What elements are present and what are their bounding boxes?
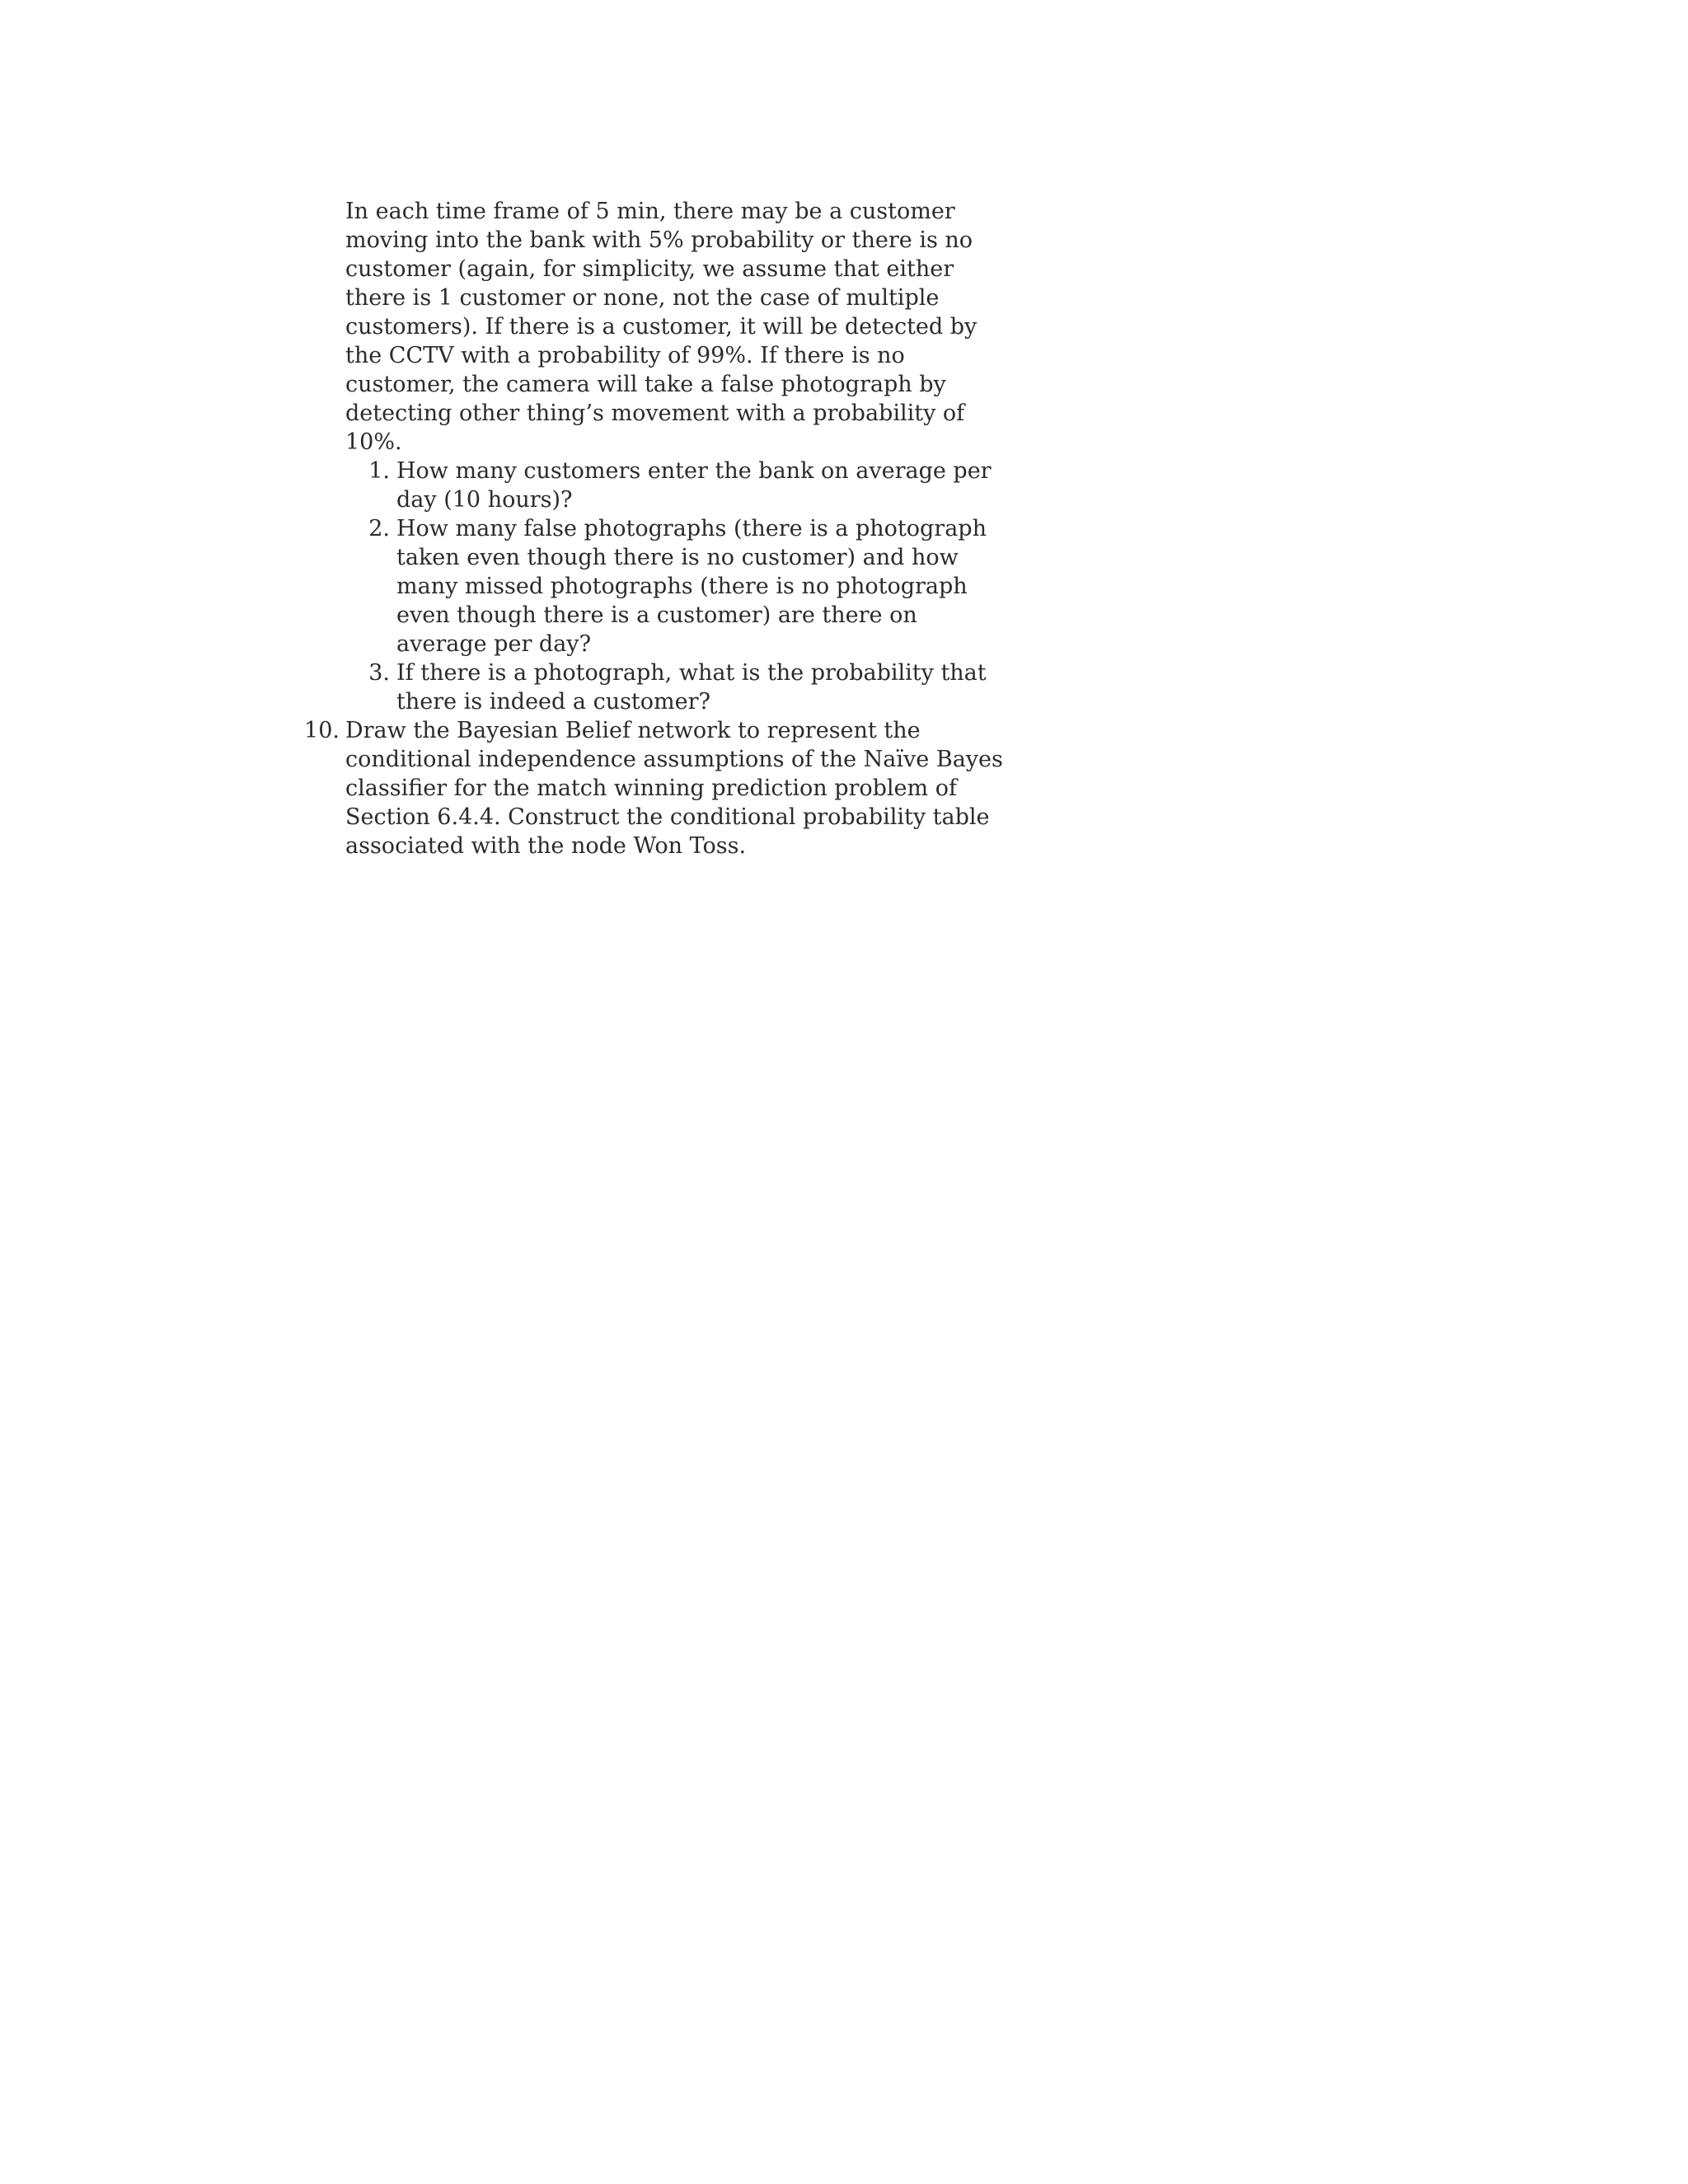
- sub-question-list: [345, 457, 1009, 716]
- question-number: 10.: [304, 718, 340, 743]
- sub-question-number: 1.: [368, 458, 390, 484]
- document-body: [304, 197, 1009, 860]
- question-text: Draw the Bayesian Belief network to represent the conditional independence assumptions of the Naïve Bayes classifier for the match winning prediction problem of Section 6.4.4. Construct the conditional probability table associated with the node Won Toss.: [345, 718, 1003, 859]
- sub-question-2: [345, 514, 1009, 658]
- sub-question-3: [345, 658, 1009, 716]
- sub-question-1: [345, 457, 1009, 514]
- sub-question-number: 2.: [368, 516, 390, 541]
- sub-question-text: How many customers enter the bank on average per day (10 hours)?: [396, 458, 992, 513]
- sub-question-text: How many false photographs (there is a photograph taken even though there is no customer) and how many missed photographs (there is no photograph even though there is a customer) are there on average per day?: [396, 516, 987, 657]
- sub-question-text: If there is a photograph, what is the probability that there is indeed a customer?: [396, 660, 987, 715]
- intro-paragraph: In each time frame of 5 min, there may be a customer moving into the bank with 5% probability or there is no customer (again, for simplicity, we assume that either there is 1 customer or none, not the case of multiple customers). If there is a customer, it will be detected by the CCTV with a probability of 99%. If there is no customer, the camera will take a false photograph by detecting other thing’s movement with a probability of 10%.: [345, 199, 978, 455]
- sub-question-number: 3.: [368, 660, 390, 686]
- question-10: [304, 716, 1009, 860]
